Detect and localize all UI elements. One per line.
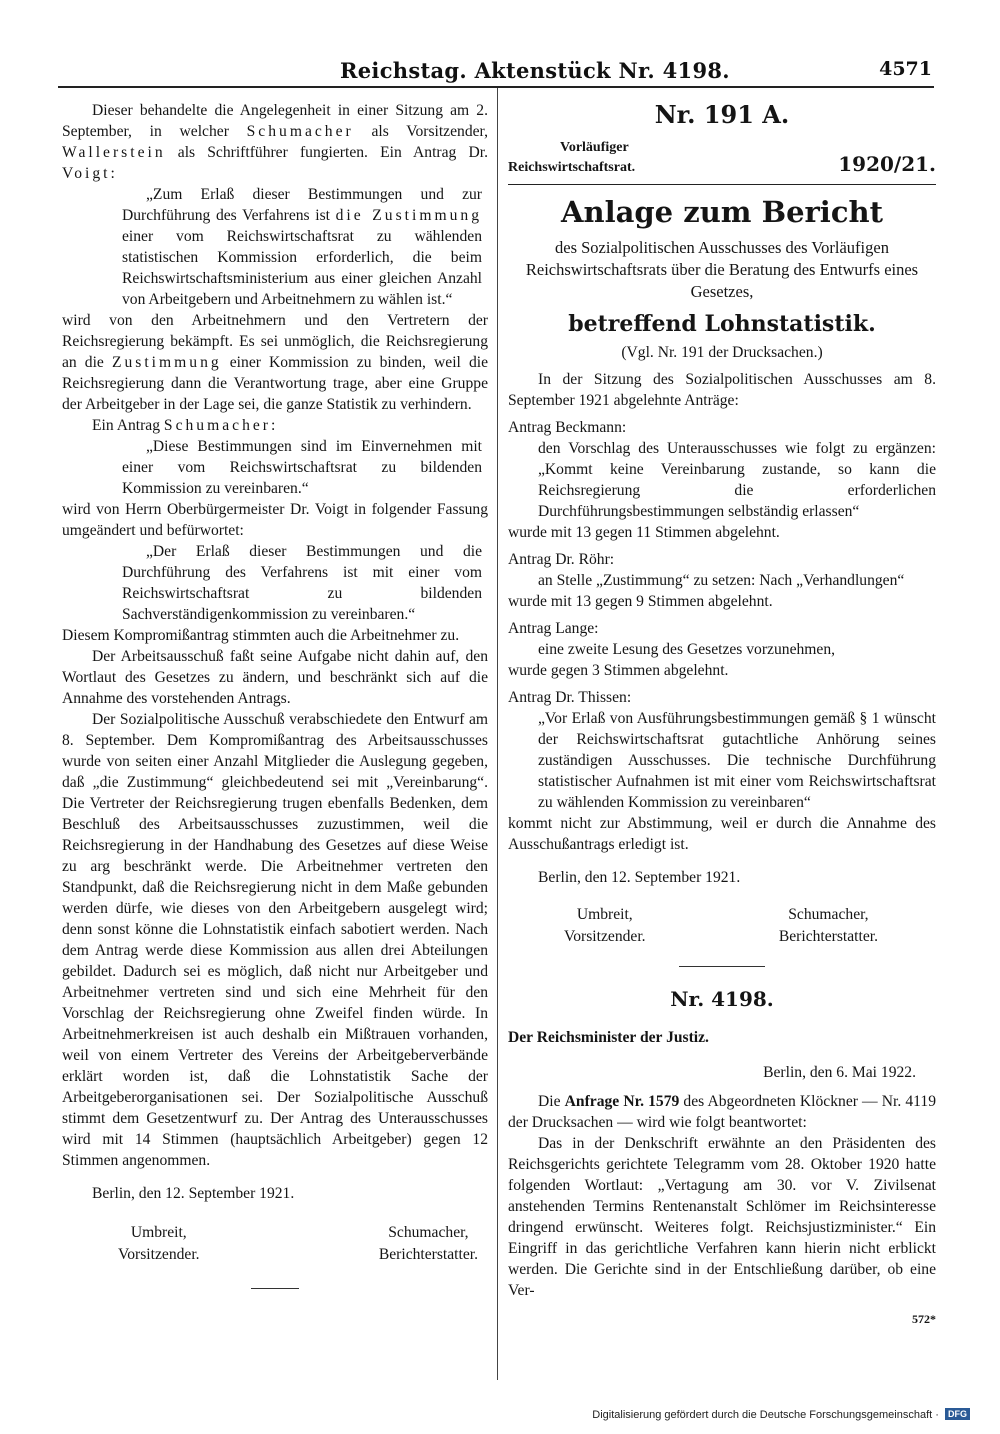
session-year: 1920/21. (838, 152, 936, 176)
name-voigt: Voigt (62, 165, 111, 182)
paragraph-schumacher-motion: Ein Antrag Schumacher: (92, 417, 276, 434)
document-number: Nr. 191 A. (654, 100, 790, 129)
paragraph-amended: wird von Herrn Oberbürgermeister Dr. Voigt in folgender Fassung umgeändert und befürwortet: (62, 501, 488, 539)
dfg-logo: DFG (945, 1408, 970, 1420)
answer-paragraph: Das in der Denkschrift erwähnte an den Präsidenten des Reichsgerichts gerichtete Telegramm vom 28. Oktober 1920 hatte folgenden Wortlaut: „Vertagung am 30. vor V. Zivilsenat anstehenden Termins Rentenanstalt Schlömer im Reichsinteresse dringend erwünscht. Weiteres folgt. Reichsjustizminister.“ Ein Eingriff in das gerichtliche Verfahren kann hierin nicht erblickt werden. Die Gerichte sind in der Entschließung darüber, ob eine Ver- (508, 1135, 936, 1299)
signatures-left (62, 1222, 488, 1266)
motion-thissen-head: Antrag Dr. Thissen: (508, 689, 632, 706)
motion-lange-head: Antrag Lange: (508, 620, 599, 637)
date-ministry: Berlin, den 6. Mai 1922. (763, 1064, 916, 1081)
motion-thissen-body: „Vor Erlaß von Ausführungsbestimmungen gemäß § 1 wünscht der Reichswirtschaftsrat gutachtliche Anhörung seines zuständigen Ausschusses. Die technische Durchführung statistischer Aufnahmen ist mit einer vom Reichswirtschaftsrat zu wählenden Kommission zu vereinbaren“ (538, 710, 936, 811)
page-number: 4571 (879, 58, 932, 80)
paragraph-work-committee: Der Arbeitsausschuß faßt seine Aufgabe nicht dahin auf, den Wortlaut des Gesetzes zu ändern, und beschränkt sich auf die Annahme des vorstehenden Antrags. (62, 648, 488, 707)
name-schumacher: Schumacher (246, 123, 354, 140)
motion-beckmann-head: Antrag Beckmann: (508, 419, 627, 436)
page-header (340, 58, 932, 86)
paragraph-compromise: Diesem Kompromißantrag stimmten auch die Arbeitnehmer zu. (62, 627, 460, 644)
header-rule (58, 86, 934, 88)
signature-umbreit-right: Umbreit, Vorsitzender. (564, 906, 646, 945)
section-divider-right (679, 966, 765, 967)
quote-amended-motion: „Der Erlaß dieser Bestimmungen und die Durchführung des Verfahrens ist mit einer vom Reichswirtschaftsrat zu bildenden Sachverständigenkommission zu vereinbaren.“ (122, 543, 482, 623)
column-divider (497, 88, 498, 1380)
section-divider-left (251, 1288, 299, 1289)
motion-roehr-head: Antrag Dr. Röhr: (508, 551, 615, 568)
document-number-4198: Nr. 4198. (670, 987, 774, 1011)
motion-roehr-result: wurde mit 13 gegen 9 Stimmen abgelehnt. (508, 593, 773, 610)
header-title: Reichstag. Aktenstück Nr. 4198. (340, 58, 730, 83)
paragraph-opposed: wird von den Arbeitnehmern und den Vertretern der Reichsregierung bekämpft. Es sei unmöglich, die Reichsregierung an die Zustimmung einer Kommission zu binden, weil die Reichsregierung dann die Verantwortung trage, aber eine Gruppe der Arbeitgeber in der Lage sei, die ganze Statistik zu verhindern. (62, 312, 489, 413)
motion-roehr-body: an Stelle „Zustimmung“ zu setzen: Nach „Verhandlungen“ (538, 572, 905, 589)
signatures-right (508, 904, 936, 948)
quote-voigt-motion: „Zum Erlaß dieser Bestimmungen und zur Durchführung des Verfahrens ist die Zustimmung einer vom Reichswirtschaftsrat zu wählenden statistischen Kommission erforderlich, die beim Reichswirtschaftsministerium aus einer gleichen Anzahl von Arbeitgebern und Arbeitnehmern zu wählen ist.“ (122, 186, 482, 308)
reference-note: (Vgl. Nr. 191 der Drucksachen.) (621, 344, 823, 361)
quote-schumacher-motion: „Diese Bestimmungen sind im Einvernehmen mit einer vom Reichswirtschaftsrat zu bildenden Kommission zu vereinbaren.“ (122, 438, 482, 497)
name-wallerstein: Wallerstein (62, 144, 166, 161)
annex-subject: des Sozialpolitischen Ausschusses des Vorläufigen Reichswirtschaftsrats über die Beratung des Entwurfs eines Gesetzes, (525, 238, 919, 301)
left-column (62, 100, 488, 1307)
right-column (508, 100, 936, 1330)
annex-topic: betreffend Lohnstatistik. (568, 311, 876, 337)
motion-beckmann-result: wurde mit 13 gegen 11 Stimmen abgelehnt. (508, 524, 780, 541)
signature-mark: 572* (912, 1312, 936, 1326)
signature-umbreit: Umbreit, Vorsitzender. (118, 1224, 200, 1263)
annex-title: Anlage zum Bericht (561, 195, 883, 229)
date-left: Berlin, den 12. September 1921. (92, 1185, 295, 1202)
council-line: Vorläufiger Reichswirtschaftsrat. 1920/21. (508, 138, 936, 185)
date-right: Berlin, den 12. September 1921. (538, 869, 741, 886)
motion-thissen-result: kommt nicht zur Abstimmung, weil er durch die Annahme des Ausschußantrags erledigt ist. (508, 815, 936, 853)
signature-schumacher: Schumacher, Berichterstatter. (378, 1224, 478, 1263)
signature-schumacher-right: Schumacher, Berichterstatter. (778, 906, 878, 945)
inquiry-number: Anfrage Nr. 1579 (564, 1093, 680, 1110)
motion-beckmann-body: den Vorschlag des Unterausschusses wie folgt zu ergänzen: „Kommt keine Vereinbarung zustande, so kann die Reichsregierung die erforderlichen Durchführungsbestimmungen selbständig erlassen“ (538, 440, 936, 520)
footer-text: Digitalisierung gefördert durch die Deutsche Forschungsgemeinschaft · (592, 1409, 939, 1421)
rejected-intro: In der Sitzung des Sozialpolitischen Ausschusses am 8. September 1921 abgelehnte Anträge: (508, 371, 936, 409)
motion-lange-result: wurde gegen 3 Stimmen abgelehnt. (508, 662, 729, 679)
paragraph-meeting: Dieser behandelte die Angelegenheit in einer Sitzung am 2. September, in welcher Schumacher als Vorsitzender, Wallerstein als Schriftführer fungierten. Ein Antrag Dr. Voigt: (62, 102, 488, 182)
ministry-heading: Der Reichsminister der Justiz. (508, 1029, 709, 1046)
motion-lange-body: eine zweite Lesung des Gesetzes vorzunehmen, (538, 641, 836, 658)
paragraph-social-committee: Der Sozialpolitische Ausschuß verabschiedete den Entwurf am 8. September. Dem Kompromißantrag des Arbeitsausschusses wurde von seiten einer Anzahl Mitglieder die Auslegung gegeben, daß „die Zustimmung“ gleichbedeutend sei mit „Vereinbarung“. Die Vertreter der Reichsregierung trugen ebenfalls Bedenken, dem Beschluß des Arbeitsausschusses zuzustimmen, weil die Reichsregierung in der Handhabung des Gesetzes auf diese Weise zu arg beschränkt werde. Die Arbeitnehmer vertreten den Standpunkt, daß die Reichsregierung nicht in dem Maße gebunden werden dürfe, wie dieses von den Arbeitgebern ausgelegt wird; denn sonst könne die Lohnstatistik einfach sabotiert werden. Nach dem Antrag werde diese Kommission aus allen drei Abteilungen gebildet. Dadurch sei es möglich, daß nicht nur Arbeitgeber und Arbeitnehmer vertreten sind und sich eine Mehrheit für den Vorschlag der Reichsregierung ohne Zweifel finden würde. In Arbeitnehmerkreisen ist auch deshalb ein Mißtrauen vorhanden, weil von einem Vertreter des Vereins der Arbeitgeberverbände erklärt worden ist, daß die Lohnstatistik Sache der Arbeitgeberorganisationen sei. Der Sozialpolitische Ausschuß stimmt dem Gesetzentwurf zu. Der Antrag des Unterausschusses wird mit 14 Stimmen (hauptsächlich Arbeitgeber) gegen 12 Stimmen angenommen. (62, 711, 488, 1169)
inquiry-paragraph: Die Anfrage Nr. 1579 des Abgeordneten Klöckner — Nr. 4119 der Drucksachen — wird wie folgt beantwortet: (508, 1093, 936, 1131)
digitization-footer (592, 1408, 970, 1421)
